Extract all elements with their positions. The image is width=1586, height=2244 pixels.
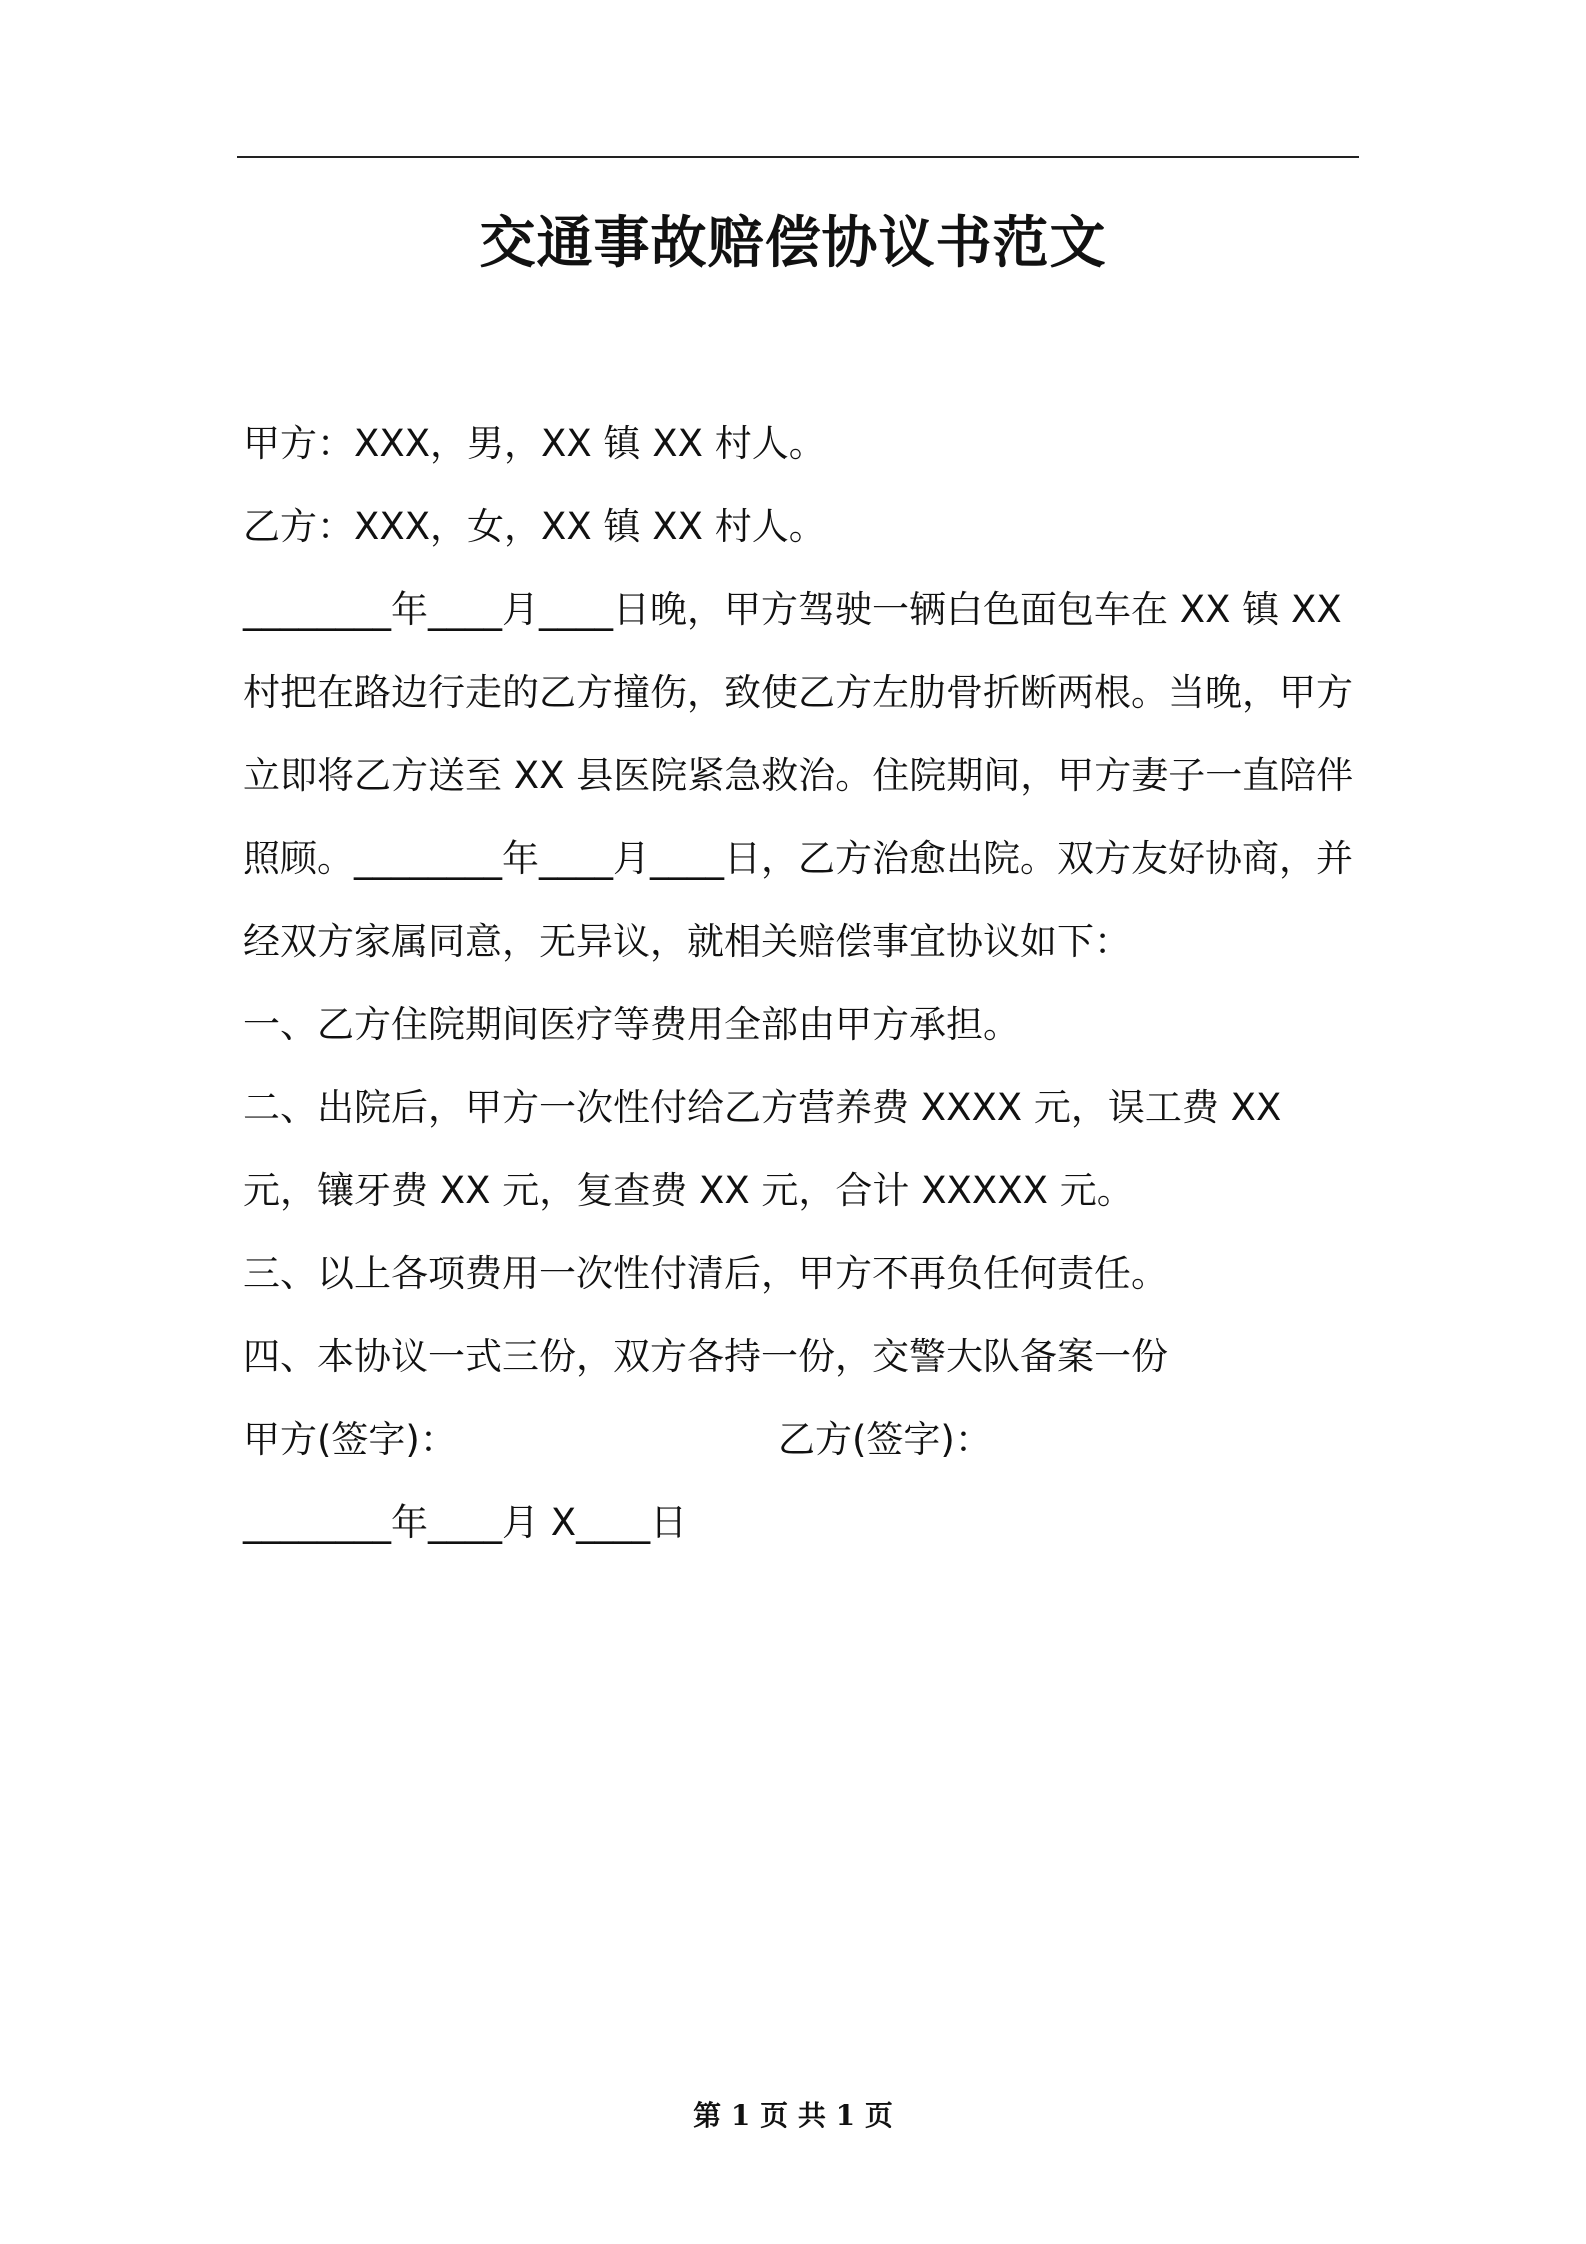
- clause-2: 二、出院后，甲方一次性付给乙方营养费 XXXX 元，误工费 XX 元，镶牙费 XX 元，复查费 XX 元，合计 XXXXX 元。: [243, 1086, 1282, 1212]
- clause-1: 一、乙方住院期间医疗等费用全部由甲方承担。: [243, 1003, 1020, 1046]
- clause-3: 三、以上各项费用一次性付清后，甲方不再负任何责任。: [243, 1252, 1168, 1295]
- document-body: [243, 402, 1355, 1564]
- clause-4: 四、本协议一式三份，双方各持一份，交警大队备案一份: [243, 1335, 1168, 1378]
- party-a-line: 甲方：XXX，男，XX 镇 XX 村人。: [243, 422, 826, 465]
- page-number-footer: 第 1 页 共 1 页: [693, 2099, 893, 2132]
- signature-row: [243, 1398, 1355, 1481]
- incident-narrative: ________年____月____日晚，甲方驾驶一辆白色面包车在 XX 镇 XX 村把在路边行走的乙方撞伤，致使乙方左肋骨折断两根。当晚，甲方立即将乙方送至 XX 县医院紧急救治。住院期间，甲方妻子一直陪伴照顾。________年____月____日，乙方治愈出院。双方友好协商，并经双方家属同意，无异议，就相关赔偿事宜协议如下：: [243, 588, 1354, 963]
- header-rule: [237, 156, 1359, 158]
- party-b-line: 乙方：XXX，女，XX 镇 XX 村人。: [243, 505, 826, 548]
- party-b-signature-label: 乙方(签字)：: [778, 1418, 992, 1461]
- signing-date-line: ________年____月 X____日: [243, 1501, 688, 1544]
- document-title: 交通事故赔偿协议书范文: [479, 211, 1107, 276]
- party-a-signature-label: 甲方(签字)：: [243, 1418, 457, 1461]
